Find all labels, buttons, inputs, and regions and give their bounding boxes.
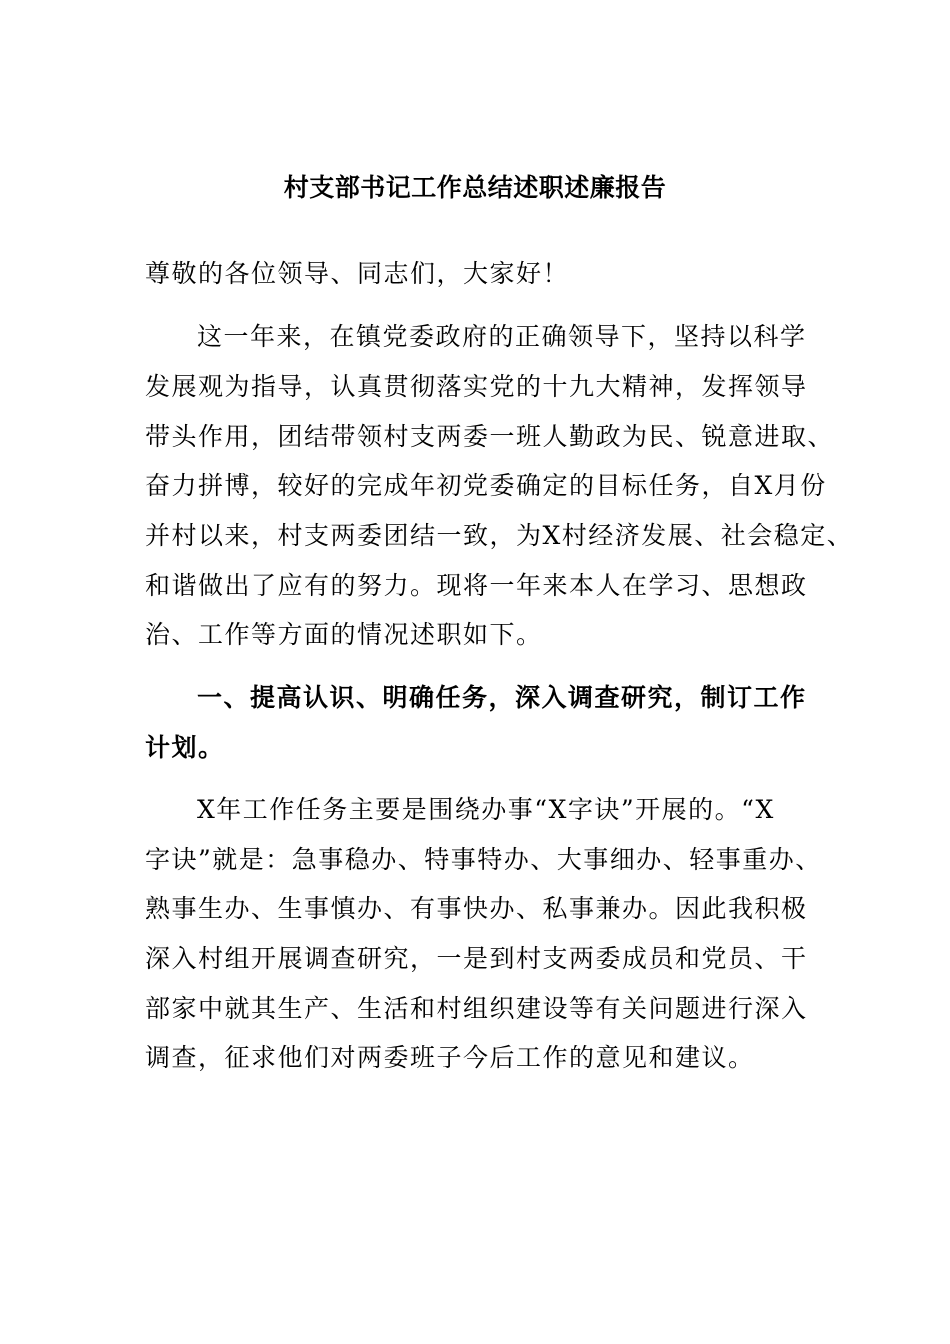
paragraph2-line: 字诀”就是：急事稳办、特事特办、大事细办、轻事重办、	[145, 845, 822, 874]
paragraph1-line: 带头作用，团结带领村支两委一班人勤政为民、锐意进取、	[145, 422, 835, 451]
section-heading: 计划。	[145, 733, 225, 762]
paragraph1-line: 发展观为指导，认真贯彻落实党的十九大精神，发挥领导	[145, 372, 808, 401]
document-title: 村支部书记工作总结述职述廉报告	[283, 173, 667, 202]
paragraph1-line: 这一年来，在镇党委政府的正确领导下，坚持以科学	[197, 322, 807, 351]
section-heading: 一、提高认识、明确任务，深入调查研究，制订工作	[197, 683, 807, 712]
salutation: 尊敬的各位领导、同志们，大家好！	[145, 259, 570, 288]
paragraph2-line: 调查，征求他们对两委班子今后工作的意见和建议。	[145, 1043, 755, 1072]
paragraph1-line: 并村以来，村支两委团结一致，为X村经济发展、社会稳定、	[145, 521, 854, 550]
paragraph1-line: 治、工作等方面的情况述职如下。	[145, 620, 543, 649]
paragraph1-line: 和谐做出了应有的努力。现将一年来本人在学习、思想政	[145, 571, 808, 600]
paragraph2-line: 深入村组开展调查研究，一是到村支两委成员和党员、干	[145, 944, 808, 973]
paragraph2-line: X年工作任务主要是围绕办事“X字诀”开展的。“X	[197, 795, 775, 824]
paragraph2-line: 熟事生办、生事慎办、有事快办、私事兼办。因此我积极	[145, 894, 808, 923]
paragraph1-line: 奋力拼博，较好的完成年初党委确定的目标任务，自X月份	[145, 471, 827, 500]
paragraph2-line: 部家中就其生产、生活和村组织建设等有关问题进行深入	[145, 994, 808, 1023]
